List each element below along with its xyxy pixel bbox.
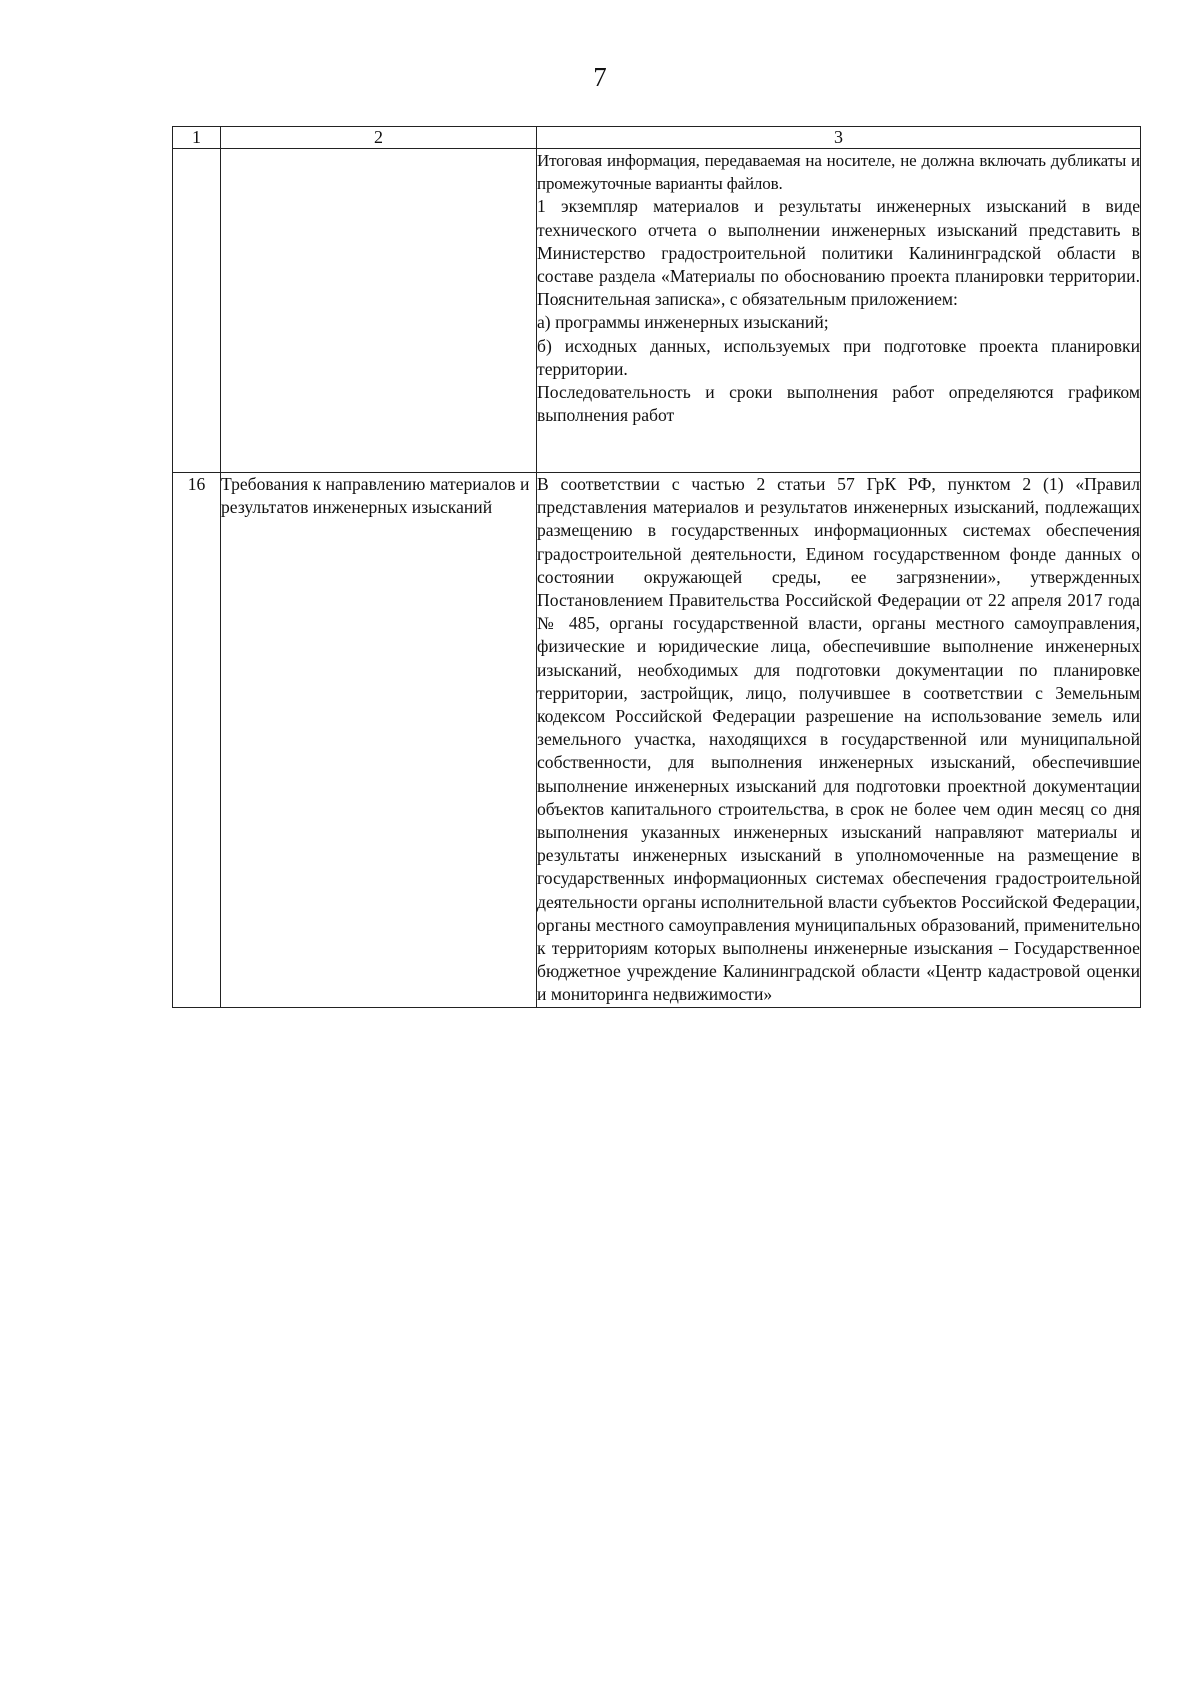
row-description	[537, 149, 1141, 473]
paragraph: В соответствии с частью 2 статьи 57 ГрК РФ, пунктом 2 (1) «Правил представления материалов и результатов инженерных изысканий, подлежащих размещению в государственных информационных системах обеспечения градостроительной деятельности, Едином государственном фонде данных о состоянии окружающей среды, ее загрязнении», утвержденных Постановлением Правительства Российской Федерации от 22 апреля 2017 года № 485, органы государственной власти, органы местного самоуправления, физические и юридические лица, обеспечившие выполнение инженерных изысканий, необходимых для подготовки документации по планировке территории, застройщик, лицо, получившее в соответствии с Земельным кодексом Российской Федерации разрешение на использование земель или земельного участка, находящихся в государственной или муниципальной собственности, для выполнения инженерных изысканий, обеспечившие выполнение инженерных изысканий для подготовки проектной документации объектов капитального строительства, в срок не более чем один месяц со дня выполнения указанных инженерных изысканий направляют материалы и результаты инженерных изысканий в уполномоченные на размещение в государственных информационных системах обеспечения градостроительной деятельности органы исполнительной власти субъектов Российской Федерации, органы местного самоуправления муниципальных образований, применительно к территориям которых выполнены инженерные изыскания – Государственное бюджетное учреждение Калининградской области «Центр кадастровой оценки и мониторинга недвижимости»	[537, 474, 1140, 1005]
header-col-3: 3	[537, 127, 1141, 149]
row-number: 16	[173, 473, 221, 1008]
row-name: Требования к направлению материалов и результатов инженерных изысканий	[221, 473, 537, 1008]
paragraph: а) программы инженерных изысканий;	[537, 312, 829, 333]
table-row	[173, 149, 1141, 473]
paragraph: 1 экземпляр материалов и результаты инженерных изысканий в виде технического отчета о выполнении инженерных изысканий представить в Министерство градостроительной политики Калининградской области в составе раздела «Материалы по обоснованию проекта планировки территории. Пояснительная записка», с обязательным приложением:	[537, 196, 1140, 310]
requirements-table	[172, 126, 1141, 1008]
header-col-2: 2	[221, 127, 537, 149]
row-name	[221, 149, 537, 473]
paragraph: Итоговая информация, передаваемая на носителе, не должна включать дубликаты и промежуточные варианты файлов.	[537, 151, 1140, 194]
table-header-row	[173, 127, 1141, 149]
paragraph: Последовательность и сроки выполнения работ определяются графиком выполнения работ	[537, 382, 1140, 426]
paragraph: б) исходных данных, используемых при подготовке проекта планировки территории.	[537, 335, 1140, 379]
row-description	[537, 473, 1141, 1008]
table-row	[173, 473, 1141, 1008]
row-number	[173, 149, 221, 473]
header-col-1: 1	[173, 127, 221, 149]
page-number: 7	[593, 62, 607, 92]
